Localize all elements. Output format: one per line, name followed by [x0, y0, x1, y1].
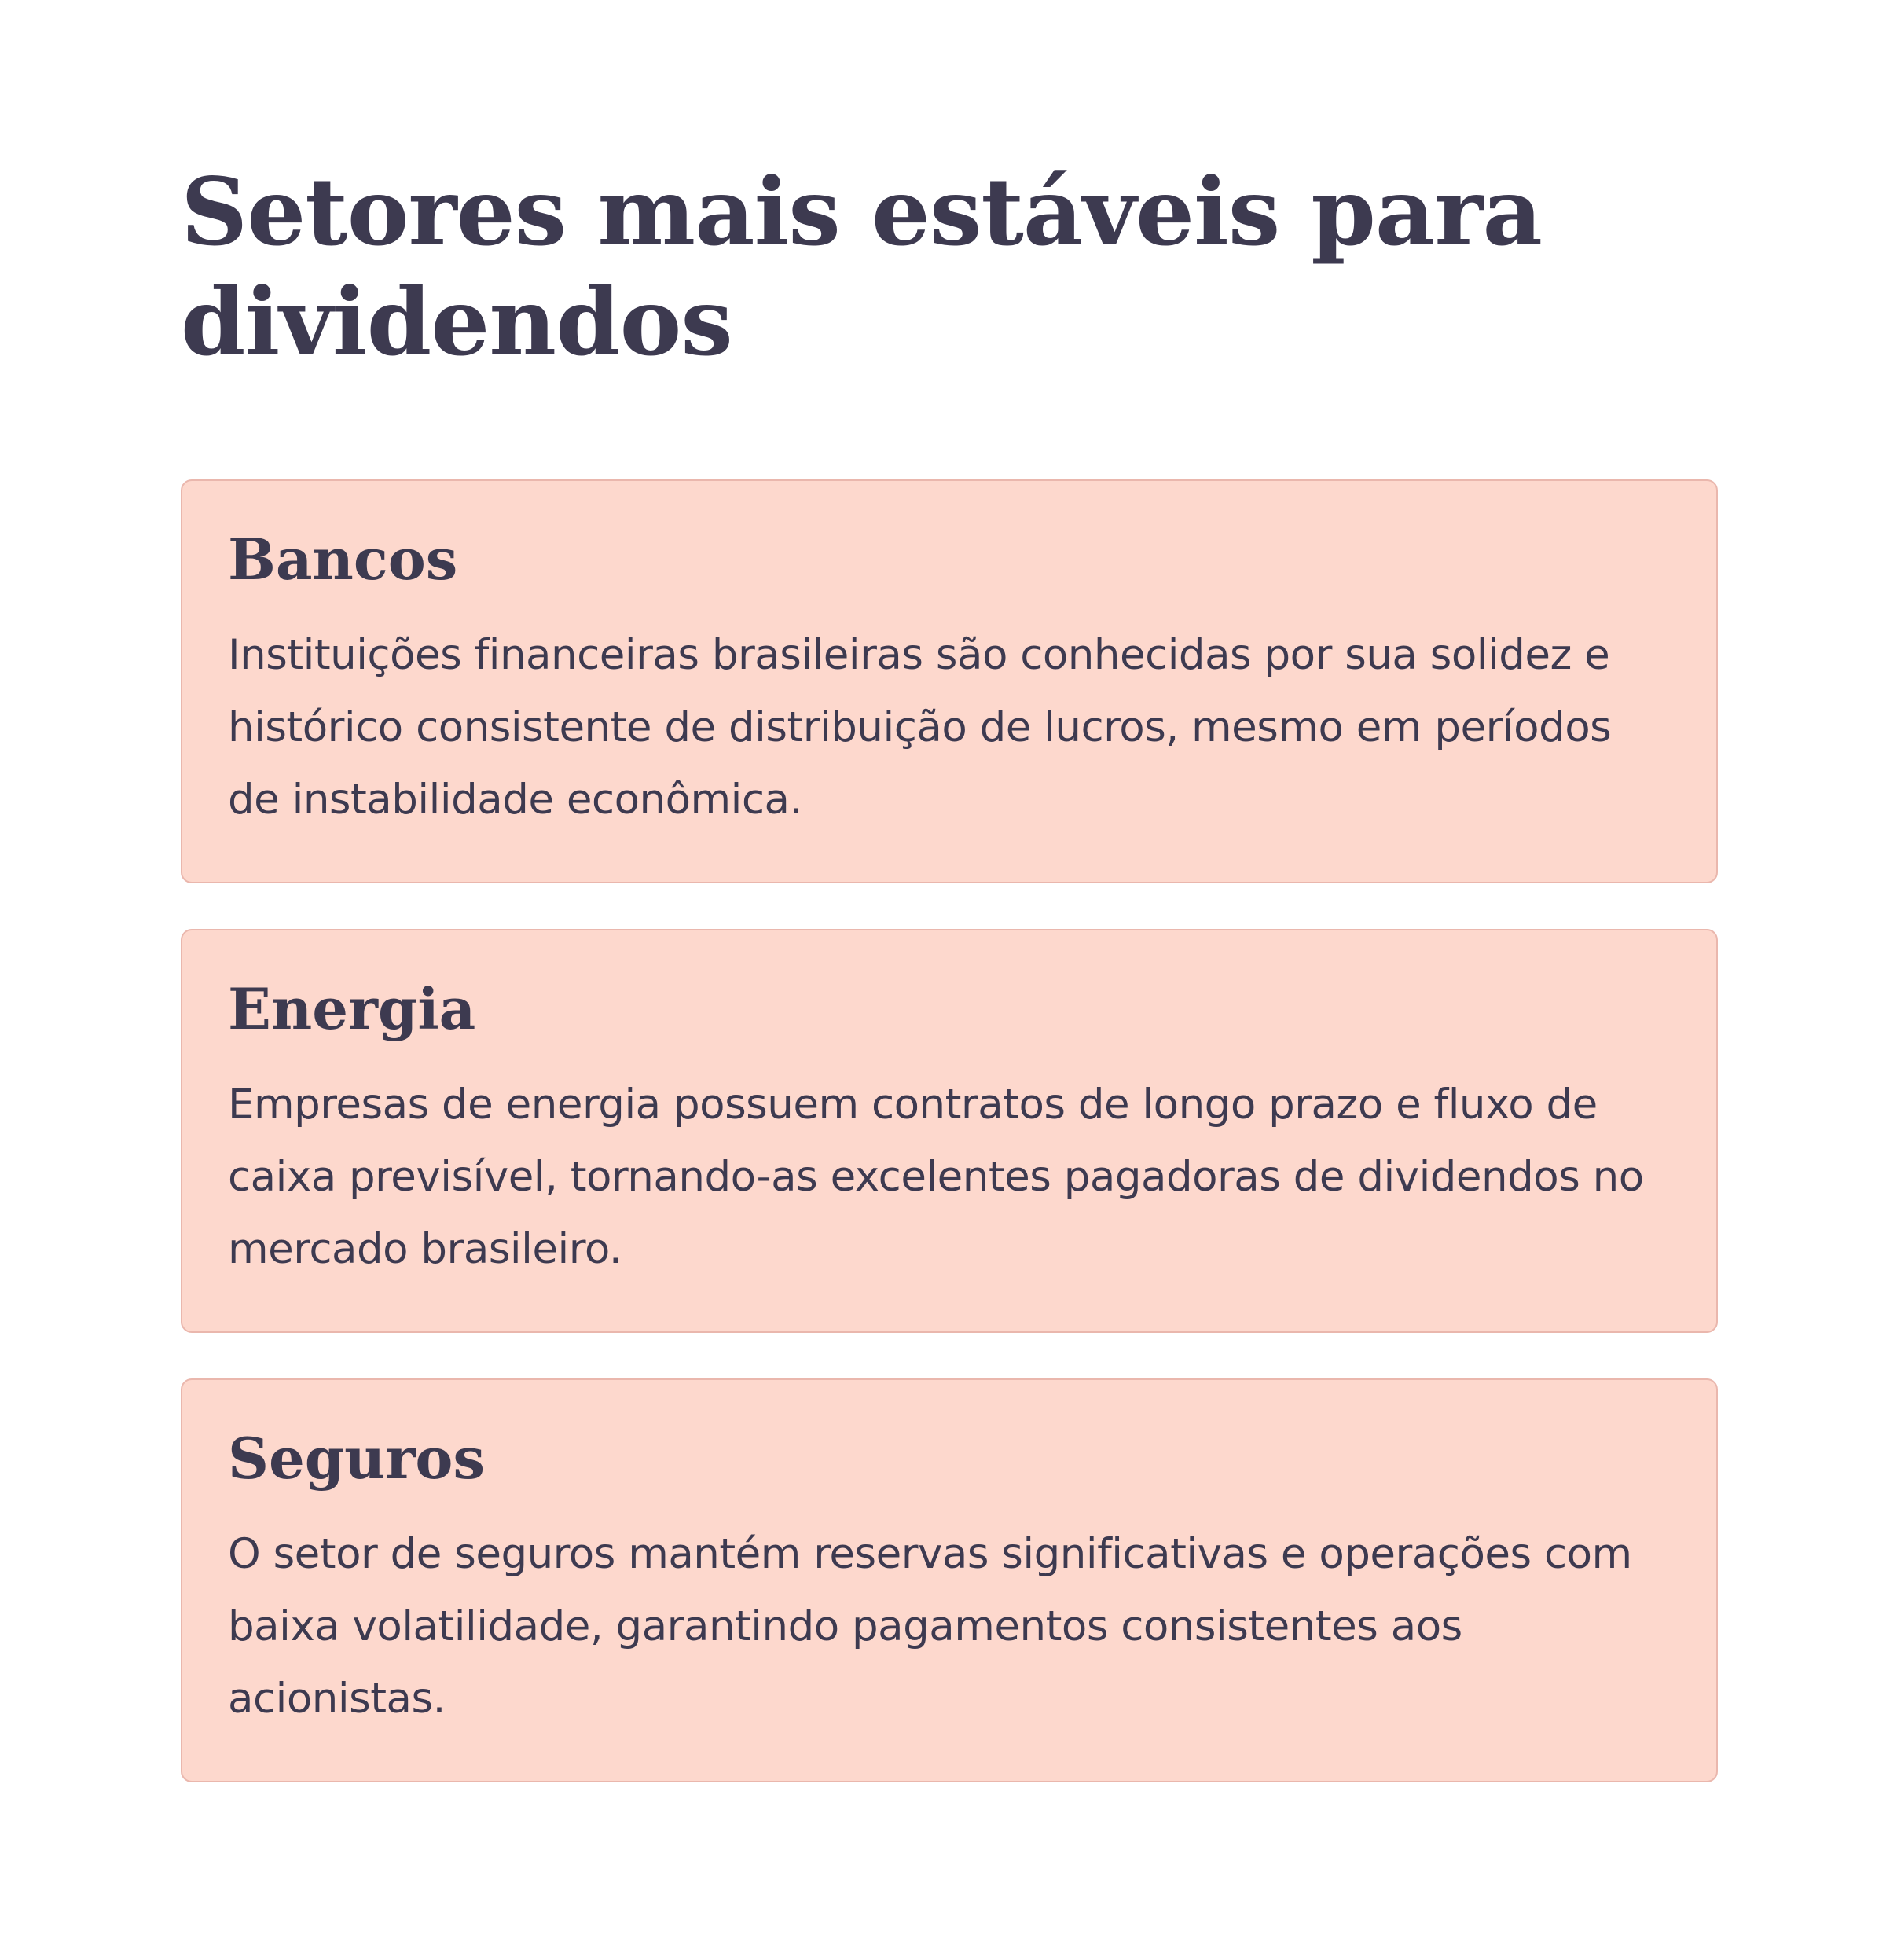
sector-card-title: Seguros — [228, 1425, 485, 1492]
sector-card-title: Energia — [228, 975, 476, 1042]
sector-card-description: O setor de seguros mantém reservas significativas e operações com baixa volatilidade, garantindo pagamentos consistentes aos acionistas. — [228, 1530, 1632, 1723]
sector-card-bancos — [181, 479, 1718, 883]
sector-card-description: Empresas de energia possuem contratos de longo prazo e fluxo de caixa previsível, tornando-as excelentes pagadoras de dividendos no mercado brasileiro. — [228, 1081, 1644, 1273]
sector-card-seguros — [181, 1378, 1718, 1782]
sector-card-description: Instituições financeiras brasileiras são conhecidas por sua solidez e histórico consistente de distribuição de lucros, mesmo em períodos de instabilidade econômica. — [228, 631, 1612, 824]
page-title: Setores mais estáveis para dividendos — [181, 157, 1542, 376]
page-content — [181, 157, 1718, 1828]
sector-card-energia — [181, 929, 1718, 1333]
sector-card-title: Bancos — [228, 526, 458, 593]
